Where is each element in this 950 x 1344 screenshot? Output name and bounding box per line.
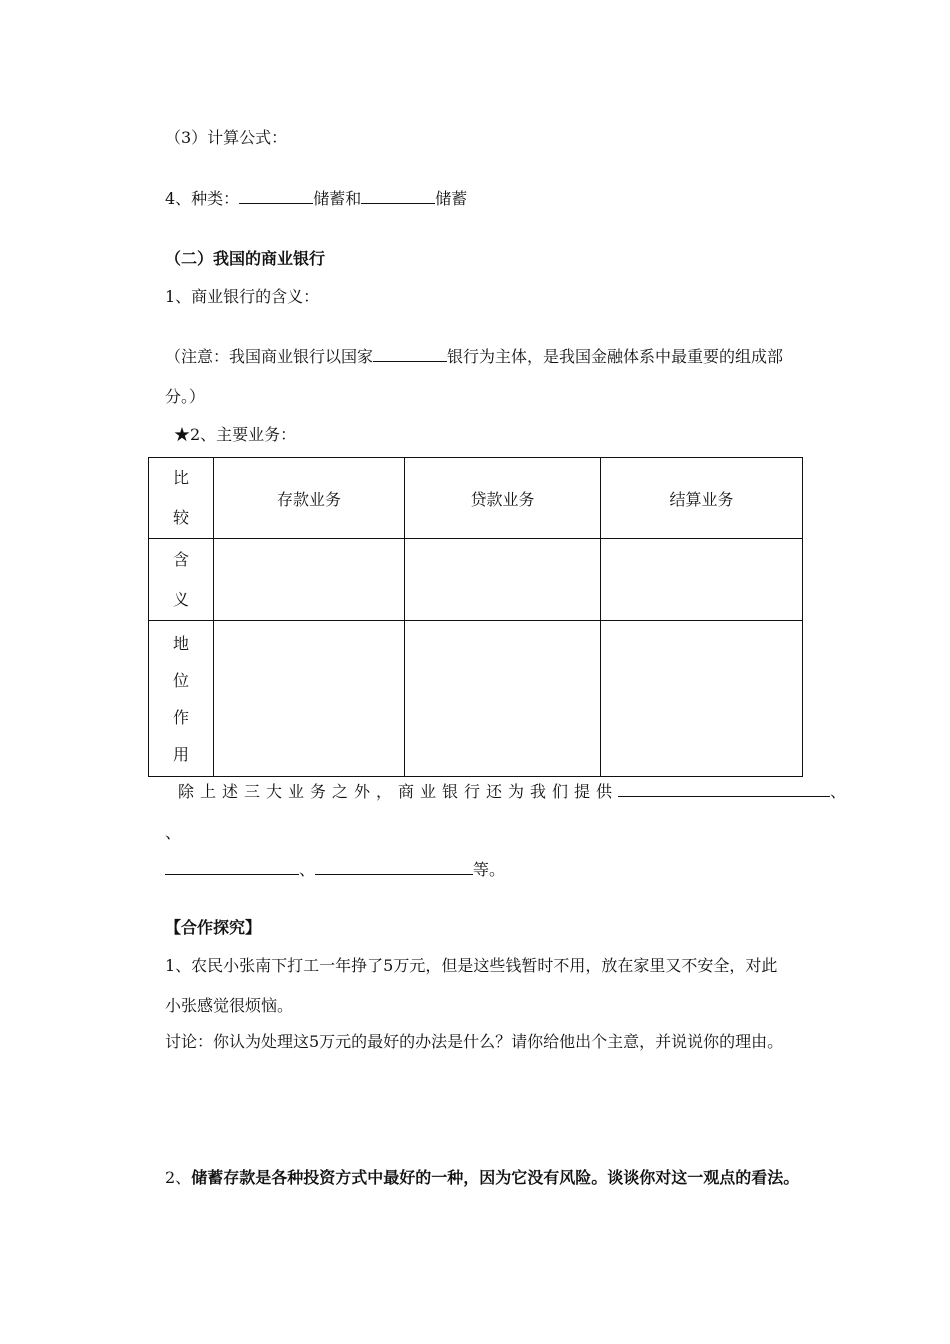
types-prefix: 4、种类： [165,189,240,208]
blank-field[interactable] [618,780,830,797]
table-cell[interactable] [601,621,803,777]
services-sep: 、 [830,782,847,801]
blank-field[interactable] [315,858,473,875]
cooperation-heading: 【合作探究】 [165,918,262,937]
blank-field[interactable] [361,187,435,204]
row-label-char: 作 [172,707,189,727]
services-end: 等。 [473,860,506,879]
item-main-business: ★2、主要业务： [174,425,297,444]
question-2-text: 储蓄存款是各种投资方式中最好的一种，因为它没有风险。谈谈你对这一观点的看法。 [191,1168,800,1187]
row-label-char: 含 [172,549,189,569]
table-cell[interactable] [405,621,601,777]
services-text: 除上述三大业务之外，商业银行还为我们提供 [178,782,619,801]
item-definition: 1、商业银行的含义： [165,287,320,306]
services-sep: 、 [299,860,316,879]
corner-char: 较 [172,508,189,527]
header-deposit: 存款业务 [214,458,405,539]
types-mid: 储蓄和 [313,189,362,208]
row-label-char: 位 [172,670,189,690]
services-line-2 [165,858,505,881]
question-1-line-2: 小张感觉很烦恼。 [165,996,294,1015]
table-cell[interactable] [214,539,405,621]
blank-field[interactable] [373,345,447,362]
services-line [178,780,846,803]
question-2-number: 2、 [165,1168,192,1187]
row-label-meaning [149,539,214,621]
row-label-char: 义 [172,589,189,609]
note-prefix: （注意：我国商业银行以国家 [165,347,374,366]
corner-char: 比 [172,468,189,487]
discussion-prompt: 讨论：你认为处理这5万元的最好的办法是什么？请你给他出个主意，并说说你的理由。 [165,1032,784,1051]
savings-types-line [165,187,467,210]
formula-line: （3）计算公式： [165,128,288,147]
note-line [165,345,783,368]
note-line-2: 分。） [165,387,206,406]
table-cell[interactable] [405,539,601,621]
table-cell[interactable] [601,539,803,621]
row-label-char: 地 [172,633,189,653]
table-row [149,539,803,621]
row-label-char: 用 [172,744,189,764]
table-cell[interactable] [214,621,405,777]
table-row [149,621,803,777]
types-end: 储蓄 [435,189,468,208]
header-settlement: 结算业务 [601,458,803,539]
services-sep-line: 、 [165,823,182,842]
header-loan: 贷款业务 [405,458,601,539]
table-header-row [149,458,803,539]
note-suffix: 银行为主体，是我国金融体系中最重要的组成部 [447,347,784,366]
blank-field[interactable] [239,187,313,204]
row-label-role [149,621,214,777]
blank-field[interactable] [165,858,299,875]
corner-cell [149,458,214,539]
question-2 [165,1167,799,1189]
section-heading: （二）我国的商业银行 [165,249,326,268]
business-comparison-table [148,457,803,777]
question-1-line-1: 1、农民小张南下打工一年挣了5万元，但是这些钱暂时不用，放在家里又不安全，对此 [165,956,778,975]
